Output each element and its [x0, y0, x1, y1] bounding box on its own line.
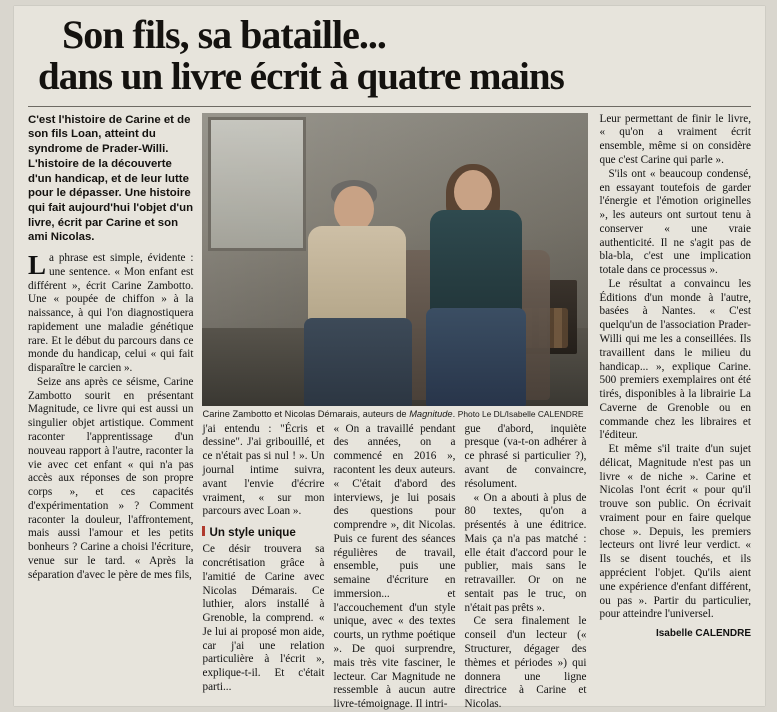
column-mid-b [333, 423, 455, 712]
column-mid-c [464, 423, 586, 712]
photo-caption-title: Magnitude [409, 408, 453, 419]
photo-credit: Photo Le DL/Isabelle CALENDRE [457, 408, 584, 419]
photo-under-columns [202, 419, 588, 712]
photo-torso [308, 226, 406, 326]
article-photo [202, 113, 588, 406]
paragraph: j'ai entendu : "Écris et dessine". J'ai gribouillé, et ce n'était pas si nul ! ». Un journal intime suivra, avant l'envie d'écrire vraiment, « sur mon parcours avec Loan ». [202, 422, 325, 518]
photo-caption [202, 406, 588, 419]
column-left [28, 113, 193, 712]
article-clipping [14, 6, 765, 711]
photo-head [454, 170, 492, 214]
paragraph: Le résultat a convaincu les Éditions d'un monde à l'autre, basées à Nantes. « C'est quelqu'un de l'association Prader-Willi qui me les a conseillées. Ils travaillent dans le milieu du handicap... », explique Carine. 500 premiers exemplaires ont été tirés, disponibles à la librairie La Caverne de Grenoble ou en commande chez les libraires et l'éditeur. [599, 277, 751, 442]
paragraph: La phrase est simple, évidente : une sentence. « Mon enfant est différent », écrit Carine Zambotto. Une « poupée de chiffon » à la naissance, à qui l'on diagnostiquera rapidement une maladie génétique rare. Et le début du parcours dans ce monde du handicap, celui « qui fait disparaître le carcien ». [28, 250, 194, 375]
article-lead: C'est l'histoire de Carine et de son fils Loan, atteint du syndrome de Prader-Willi. L'histoire de la découverte d'un handicap, et de leur lutte pour le dépasser. Une histoire qui fait aujourd'hui l'objet d'un livre, écrit par Carine et son ami Nicolas. [28, 113, 194, 244]
headline-line-2: dans un livre écrit à quatre mains [38, 55, 564, 99]
photo-person-man [298, 178, 418, 406]
photo-torso [430, 210, 522, 314]
photo-legs [426, 308, 526, 406]
headline-line-1: Son fils, sa bataille... [62, 12, 386, 57]
photo-window [208, 117, 306, 251]
photo-caption-end: . [452, 408, 456, 419]
paragraph: Et même s'il traite d'un sujet délicat, Magnitude n'est pas un livre « de niche ». Carine et Nicolas l'ont écrit « pour qu'il trouve son public. On écrivait vraiment pour en faire quelque chose ». Depuis, les premiers lecteurs ont livré leur verdict. « Ils se disent touchés, et ils apprécient l'objet. Qu'ils aient une expérience d'enfant différent, ou pas ». Partir du particulier, pour atteindre l'universel. [599, 443, 751, 621]
photo-legs [304, 318, 412, 406]
photo-caption-text: Carine Zambotto et Nicolas Démarais, auteurs de [202, 408, 410, 419]
article-body [14, 107, 765, 712]
subheading-label: Un style unique [209, 526, 296, 540]
paragraph: gue d'abord, inquiète presque (va-t-on adhérer à ce phrasé si particulier ?), avant de convaincre, résolument. [464, 422, 587, 490]
paragraph: Ce désir trouvera sa concrétisation grâce à l'amitié de Carine avec Nicolas Démarais. Ce luthier, alors installé à Grenoble, la comprend. « Je lui ai proposé mon aide, car j'ai une relation particulière à l'écrit », explique-t-il. Et c'était parti... [202, 543, 325, 693]
photo-block [202, 113, 588, 712]
article-byline: Isabelle CALENDRE [655, 628, 751, 640]
paragraph: « On a abouti à plus de 80 textes, qu'on a présentés à une éditrice. Mais ça n'a pas matché : elle était d'accord pour le publier, mais sans le retravailler. Or on ne sentait pas le truc, on n'était pas prêts ». [464, 491, 587, 614]
page-title [14, 6, 765, 98]
subheading [202, 526, 324, 540]
paragraph: Ce sera finalement le conseil d'un lecteur (« Structurer, dégager des thèmes et périodes ») qui donnera une ligne directrice à Carine et Nicolas. [464, 615, 587, 711]
paragraph: Seize ans après ce séisme, Carine Zambotto sourit en présentant Magnitude, ce livre qui est aussi un singulier objet artistique. Comment raconter l'apprentissage d'un nouveau rapport à l'autre, raconter la vie avec cet enfant « qui n'a pas accès aux réponses de son propre corps », et ces capacités d'expérimentation » ? Comment raconter la douleur, l'affrontement, mais aussi l'amour et les petits bonheurs ? Carine a choisi l'écriture, venue sur le tard. « Après la séparation d'avec le père de mes fils, [28, 375, 194, 581]
paragraph: Leur permettant de finir le livre, « qu'on a vraiment écrit ensemble, même si on considère que c'est Carine qui parle ». [599, 112, 751, 167]
photo-head [334, 186, 374, 232]
paragraph: S'ils ont « beaucoup condensé, en essayant toutefois de garder l'énergie et l'émotion originelles », les auteurs ont surtout tenu à conserver « une vraie authenticité. Il ne s'agit pas de bla-bla, c'est une implication totale dans ce processus ». [599, 167, 751, 277]
subheading-bar-icon [202, 526, 205, 536]
photo-person-woman [416, 166, 534, 406]
column-right [599, 113, 751, 712]
column-mid-a [202, 423, 324, 712]
paragraph: « On a travaillé pendant des années, on a commencé en 2016 », racontent les deux auteurs. « C'était d'abord des interviews, je lui posais des questions pour comprendre », dit Nicolas. Puis ce furent des séances régulières de travail, ensemble, puis une semaine d'écriture en immersion... et l'accouchement d'un style unique, avec « des textes courts, un rythme poétique ». De quoi surprendre, mais très vite fasciner, le lecteur. Car Magnitude ne ressemble à aucun autre livre-témoignage. Il intri- [333, 422, 456, 711]
